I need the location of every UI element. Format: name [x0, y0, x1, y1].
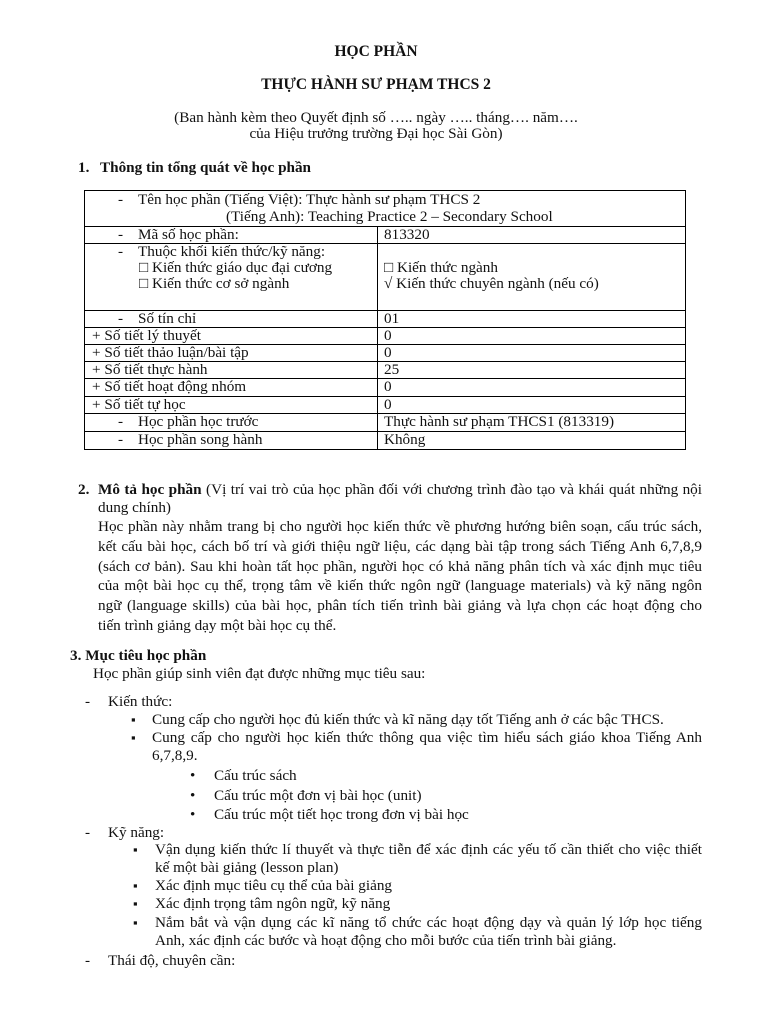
course-description	[98, 517, 702, 636]
plus-marker: +	[92, 378, 101, 395]
square-bullet: ▪	[133, 915, 138, 930]
knowledge-label: Kiến thức:	[108, 693, 173, 710]
course-code-value-cell	[378, 227, 686, 244]
attitude-label: Thái độ, chuyên cần:	[108, 952, 236, 969]
course-name-en	[85, 208, 685, 225]
credits-value: 01	[384, 310, 400, 327]
row-prerequisite	[85, 414, 686, 432]
knowledge-subitem-3: Cấu trúc một tiết học trong đơn vị bài học	[214, 806, 469, 823]
dash-marker: -	[85, 952, 91, 969]
course-code-value: 813320	[384, 226, 430, 243]
dash-marker: -	[118, 226, 124, 243]
section-2-note: (Vị trí vai trò của học phần đối với chương trình đào tạo và khái quát những nội	[206, 481, 703, 498]
hours-label: Số tiết thực hành	[104, 361, 208, 378]
section-2-heading-line-1	[98, 481, 702, 499]
dash-marker: -	[118, 310, 124, 327]
prerequisite-label: Học phần học trước	[138, 413, 259, 430]
dot-bullet: •	[190, 787, 196, 804]
block-option-general: □ Kiến thức giáo dục đại cương	[139, 259, 333, 276]
row-hours-theory	[85, 328, 686, 345]
skills-item-1-line-1: Vận dụng kiến thức lí thuyết và thực tiễn để xác định các yếu tố cần thiết cho việc thiết	[155, 841, 702, 858]
hours-label-cell	[85, 328, 378, 345]
square-bullet: ▪	[131, 712, 136, 727]
course-name-en-value: Teaching Practice 2 – Secondary School	[307, 208, 553, 225]
description-line: Học phần này nhằm trang bị cho người học kiến thức về phương hướng biên soạn, cấu trúc sách,	[98, 518, 702, 535]
prerequisite-value-cell	[378, 414, 686, 432]
block-option-major: □ Kiến thức ngành	[384, 259, 498, 276]
hours-label: Số tiết hoạt động nhóm	[104, 378, 247, 395]
doc-subtitle: THỰC HÀNH SƯ PHẠM THCS 2	[261, 76, 491, 93]
plus-marker: +	[92, 361, 101, 378]
corequisite-label-cell	[85, 432, 378, 450]
hours-label-cell	[85, 397, 378, 414]
description-line: của một bài học cụ thể, trọng tâm về kiến thức ngôn ngữ (language materials) và kỹ năng ngôn	[98, 577, 702, 595]
section-3-number: 3.	[70, 647, 82, 664]
knowledge-subitem-1: Cấu trúc sách	[214, 767, 297, 784]
hours-value: 0	[384, 344, 392, 361]
hours-label-cell	[85, 345, 378, 362]
course-name-cell	[85, 191, 686, 227]
section-1-number: 1.	[78, 159, 90, 176]
row-hours-self-study	[85, 397, 686, 414]
row-hours-group	[85, 379, 686, 397]
prerequisite-value: Thực hành sư phạm THCS1 (813319)	[384, 413, 615, 430]
dash-marker: -	[118, 431, 124, 448]
dot-bullet: •	[190, 767, 196, 784]
dash-marker: -	[118, 243, 124, 260]
credits-label-cell	[85, 311, 378, 328]
section-3-intro: Học phần giúp sinh viên đạt được những mục tiêu sau:	[93, 665, 426, 682]
credits-label: Số tín chỉ	[138, 310, 197, 327]
hours-value-cell	[378, 345, 686, 362]
dash-marker: -	[85, 824, 91, 841]
row-knowledge-block	[85, 244, 686, 311]
hours-value: 0	[384, 327, 392, 344]
credits-value-cell	[378, 311, 686, 328]
course-name-vi-label: Tên học phần (Tiếng Việt):	[138, 191, 303, 208]
row-course-name	[85, 191, 686, 227]
hours-label-cell	[85, 379, 378, 397]
row-credits	[85, 311, 686, 328]
skills-item-1-line-2: kế một bài giảng (lesson plan)	[155, 859, 339, 876]
square-bullet: ▪	[133, 896, 138, 911]
section-3-title: Mục tiêu học phần	[85, 647, 207, 664]
skills-item-4-line-2: Anh, xác định các bước và hoạt động cho mỗi bước của tiến trình bài giảng.	[155, 932, 617, 949]
description-line: kết cấu bài học, cách bố trí và giới thiệu ngữ liệu, các dạng bài tập trong sách Tiếng Anh 6,7,8,9	[98, 537, 702, 555]
section-3-heading	[70, 647, 206, 665]
knowledge-block-label: Thuộc khối kiến thức/kỹ năng:	[138, 243, 326, 260]
course-code-label: Mã số học phần:	[138, 226, 239, 243]
skills-item-4-line-1: Nắm bắt và vận dụng các kĩ năng tổ chức các hoạt động dạy và quản lý lớp học tiếng	[155, 914, 702, 931]
hours-label: Số tiết tự học	[104, 396, 186, 413]
course-code-label-cell	[85, 227, 378, 244]
corequisite-value: Không	[384, 431, 426, 448]
course-name-vi	[85, 191, 685, 208]
hours-value: 0	[384, 378, 392, 395]
plus-marker: +	[92, 327, 101, 344]
knowledge-subitem-2: Cấu trúc một đơn vị bài học (unit)	[214, 787, 422, 804]
block-option-specialization: √ Kiến thức chuyên ngành (nếu có)	[384, 275, 599, 292]
row-hours-practice	[85, 362, 686, 379]
description-line: ngữ (language skills) của bài học, phân tích tiến trình bài giảng và lựa chọn các hoạt động cho	[98, 597, 702, 615]
knowledge-block-options-cell	[378, 244, 686, 311]
section-2-number: 2.	[78, 481, 90, 498]
course-info-table	[84, 190, 686, 450]
row-hours-discussion	[85, 345, 686, 362]
section-1-title: Thông tin tổng quát về học phần	[100, 159, 312, 176]
section-2-note-continued: dung chính)	[98, 499, 171, 516]
hours-value-cell	[378, 362, 686, 379]
skills-item-3: Xác định trọng tâm ngôn ngữ, kỹ năng	[155, 895, 391, 912]
knowledge-item-2-line-1: Cung cấp cho người học kiến thức thông qua việc tìm hiểu sách giáo khoa Tiếng Anh	[152, 729, 702, 746]
row-corequisite	[85, 432, 686, 450]
plus-marker: +	[92, 344, 101, 361]
knowledge-item-2-line-2: 6,7,8,9.	[152, 747, 198, 764]
dot-bullet: •	[190, 806, 196, 823]
corequisite-value-cell	[378, 432, 686, 450]
square-bullet: ▪	[133, 878, 138, 893]
knowledge-block-label-cell	[85, 244, 378, 311]
hours-label: Số tiết thảo luận/bài tập	[104, 344, 249, 361]
course-name-vi-value: Thực hành sư phạm THCS 2	[305, 191, 481, 208]
doc-title: HỌC PHẦN	[334, 43, 418, 60]
description-line: tiến trình giảng dạy một bài học cụ thể.	[98, 616, 337, 634]
row-course-code	[85, 227, 686, 244]
corequisite-label: Học phần song hành	[138, 431, 263, 448]
plus-marker: +	[92, 396, 101, 413]
hours-value-cell	[378, 379, 686, 397]
dash-marker: -	[118, 191, 124, 208]
hours-label-cell	[85, 362, 378, 379]
knowledge-item-1: Cung cấp cho người học đủ kiến thức và kĩ năng dạy tốt Tiếng anh ở các bậc THCS.	[152, 711, 664, 728]
skills-label: Kỹ năng:	[108, 824, 165, 841]
hours-value: 0	[384, 396, 392, 413]
issued-note-line-1: (Ban hành kèm theo Quyết định số ….. ngày ….. tháng…. năm….	[174, 109, 578, 126]
section-2-title: Mô tả học phần	[98, 481, 202, 498]
block-option-foundation: □ Kiến thức cơ sở ngành	[139, 275, 290, 292]
issued-note-line-2: của Hiệu trưởng trường Đại học Sài Gòn)	[249, 125, 503, 142]
square-bullet: ▪	[133, 842, 138, 857]
hours-value-cell	[378, 397, 686, 414]
hours-value-cell	[378, 328, 686, 345]
course-name-en-label: (Tiếng Anh):	[226, 208, 305, 225]
description-line: (sách cơ bản). Sau khi hoàn tất học phần, người học có khả năng phân tích và xác định mục tiêu	[98, 557, 702, 575]
prerequisite-label-cell	[85, 414, 378, 432]
dash-marker: -	[118, 413, 124, 430]
skills-item-2: Xác định mục tiêu cụ thể của bài giảng	[155, 877, 393, 894]
dash-marker: -	[85, 693, 91, 710]
hours-value: 25	[384, 361, 400, 378]
hours-label: Số tiết lý thuyết	[104, 327, 201, 344]
square-bullet: ▪	[131, 730, 136, 745]
